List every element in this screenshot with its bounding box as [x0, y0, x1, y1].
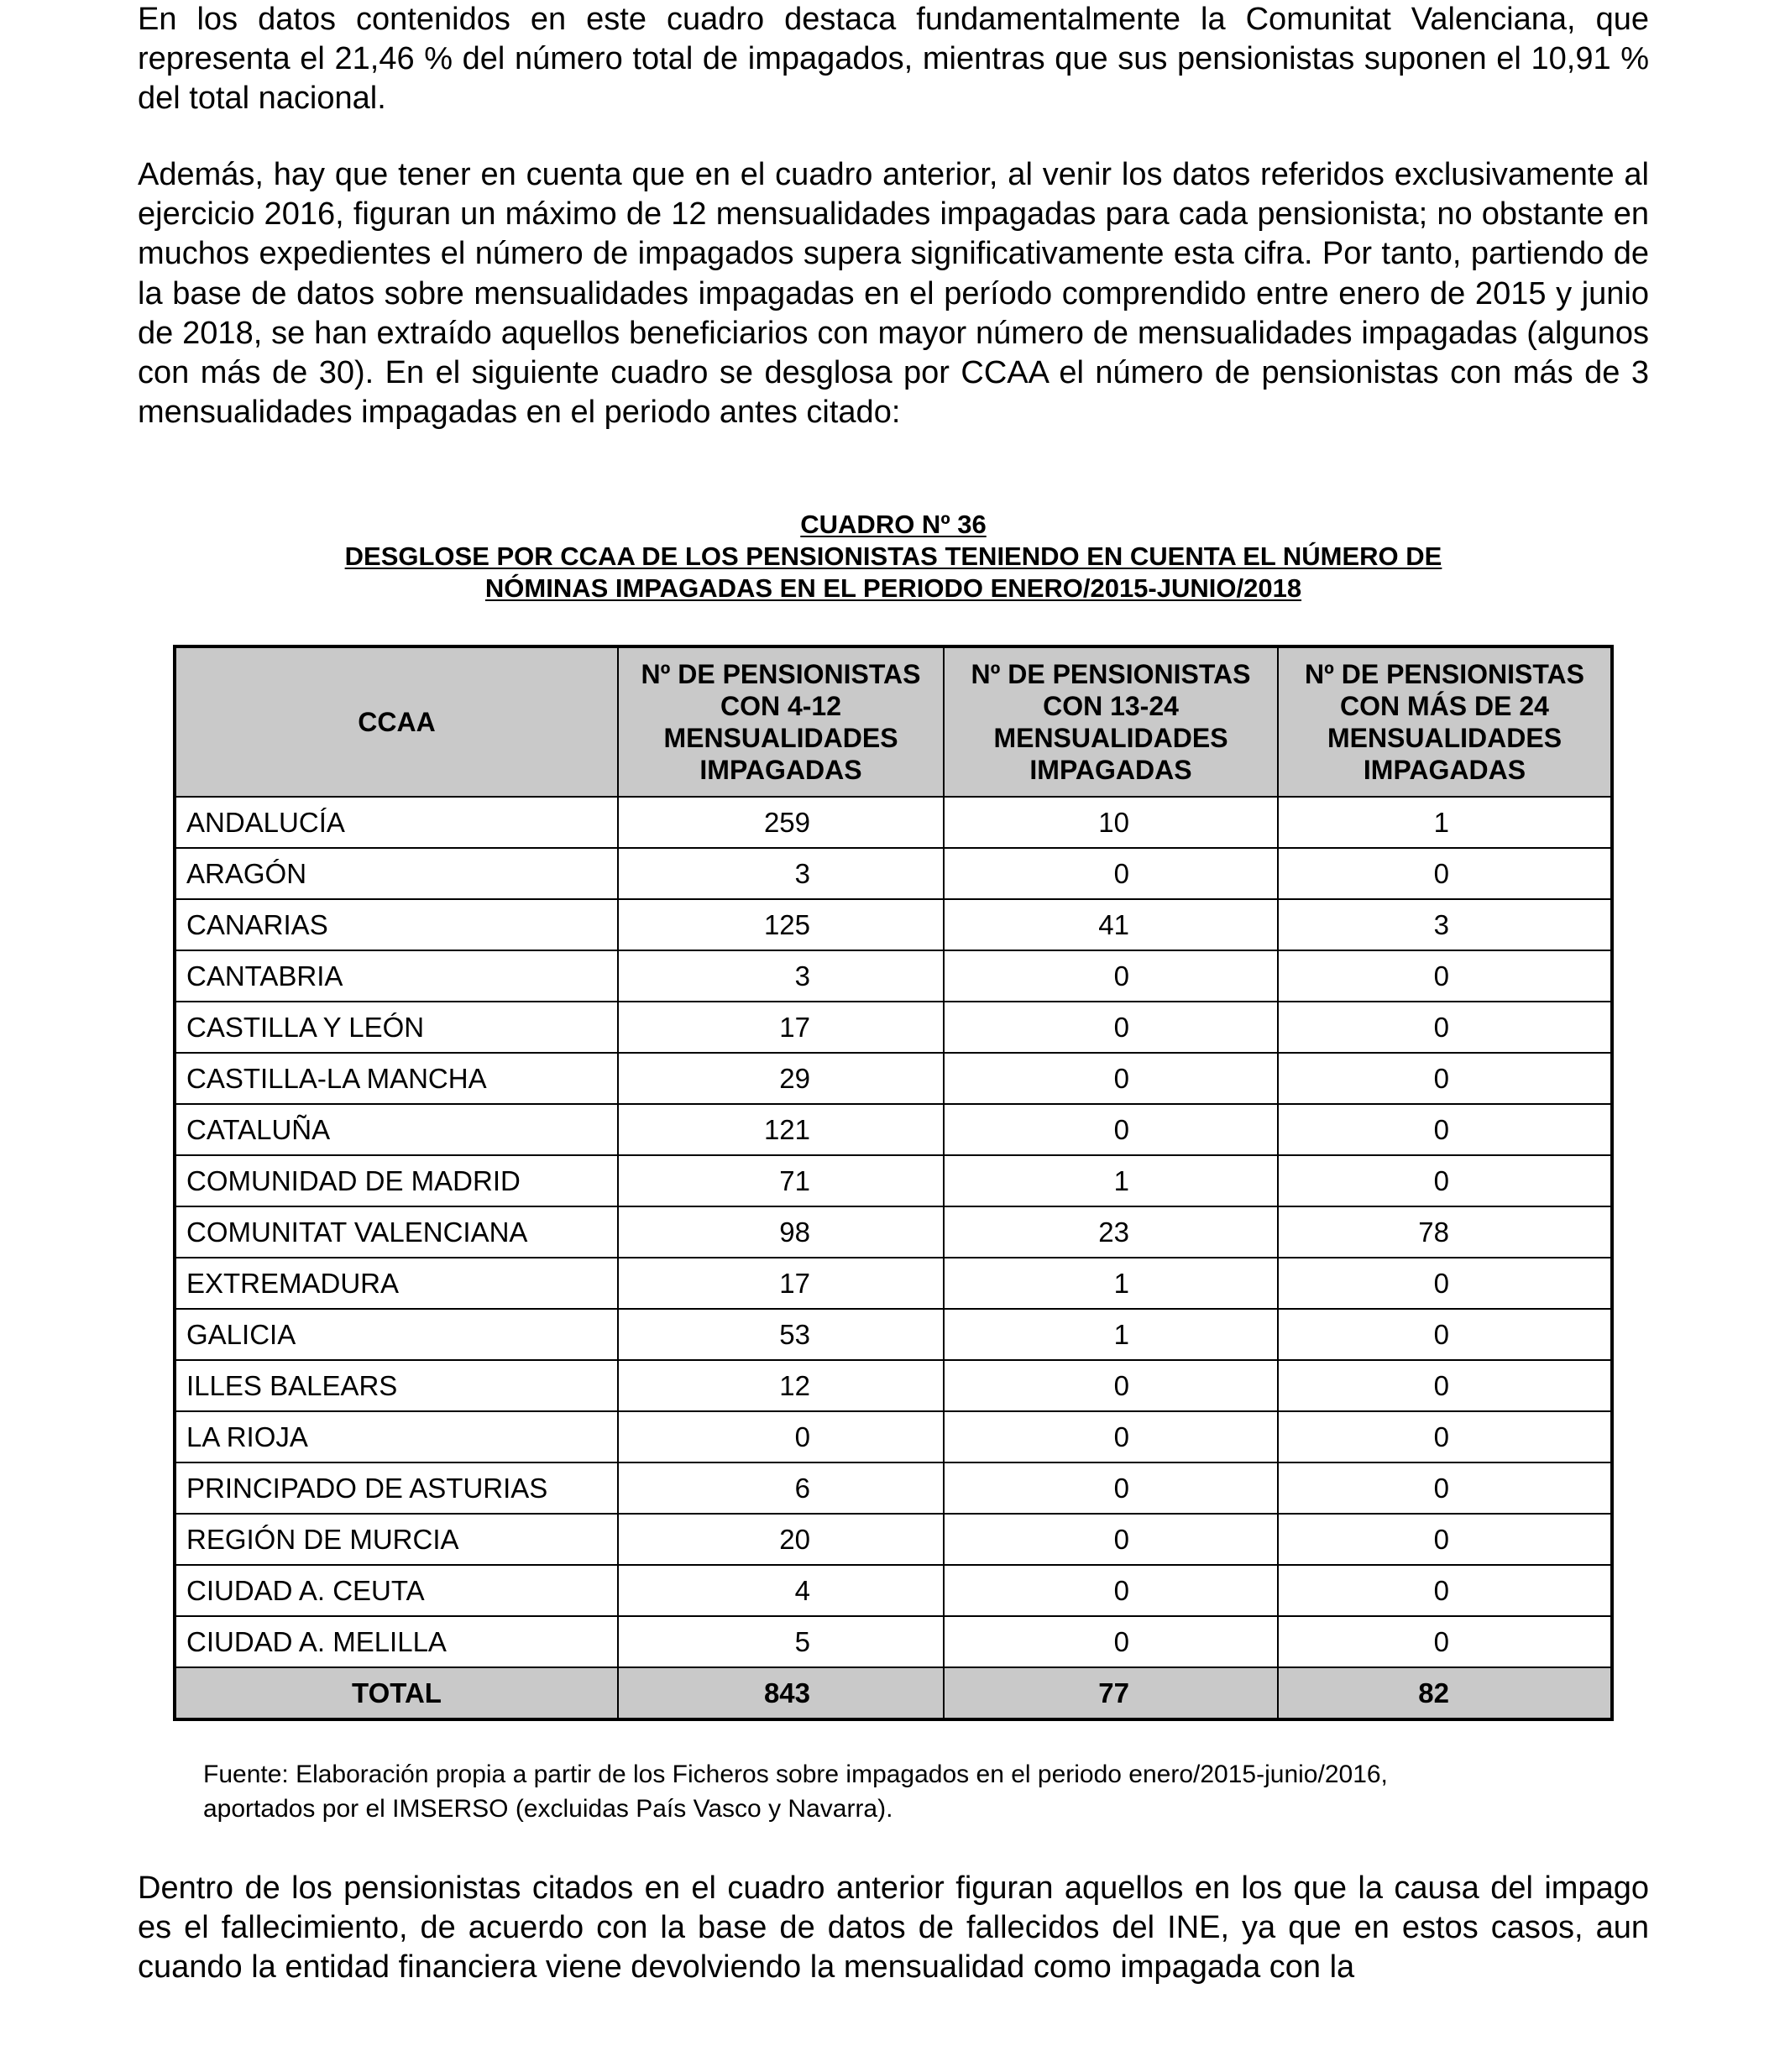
table-title-line-1: DESGLOSE POR CCAA DE LOS PENSIONISTAS TENIENDO EN CUENTA EL NÚMERO DE	[344, 542, 1442, 571]
table-source-note	[203, 1757, 1614, 1826]
table-row: ILLES BALEARS 12 0 0	[175, 1360, 1612, 1411]
header-4-12: Nº DE PENSIONISTAS CON 4-12 MENSUALIDADES IMPAGADAS	[618, 646, 944, 797]
table-row: COMUNITAT VALENCIANA 98 23 78	[175, 1206, 1612, 1258]
table-row: ANDALUCÍA 259 10 1	[175, 797, 1612, 848]
pensioners-table	[173, 645, 1614, 1721]
table-row: CIUDAD A. MELILLA 5 0 0	[175, 1616, 1612, 1667]
paragraph-context: Además, hay que tener en cuenta que en el cuadro anterior, al venir los datos referidos exclusivamente al ejercicio 2016, figuran un máximo de 12 mensualidades impagadas para cada pensionista; no obstante en muchos expedientes el número de impagados supera significativamente esta cifra. Por tanto, partiendo de la base de datos sobre mensualidades impagadas en el período comprendido entre enero de 2015 y junio de 2018, se han extraído aquellos beneficiarios con mayor número de mensualidades impagadas (algunos con más de 30). En el siguiente cuadro se desglosa por CCAA el número de pensionistas con más de 3 mensualidades impagadas en el periodo antes citado:	[138, 157, 1649, 431]
header-ccaa: CCAA	[175, 646, 618, 797]
table-row: REGIÓN DE MURCIA 20 0 0	[175, 1514, 1612, 1565]
table-row: CANARIAS 125 41 3	[175, 899, 1612, 950]
table-row: CATALUÑA 121 0 0	[175, 1104, 1612, 1155]
paragraph-intro: En los datos contenidos en este cuadro destaca fundamentalmente la Comunitat Valenciana, que representa el 21,46 % del número total de impagados, mientras que sus pensionistas suponen el 10,91 % del total nacional.	[138, 2, 1649, 117]
table-row: CANTABRIA 3 0 0	[175, 950, 1612, 1002]
table-title-line-2: NÓMINAS IMPAGADAS EN EL PERIODO ENERO/2015-JUNIO/2018	[484, 573, 1302, 603]
table-row: LA RIOJA 0 0 0	[175, 1411, 1612, 1462]
table-row: COMUNIDAD DE MADRID 71 1 0	[175, 1155, 1612, 1206]
table-header-row	[175, 646, 1612, 797]
table-row: CASTILLA Y LEÓN 17 0 0	[175, 1002, 1612, 1053]
header-more-24: Nº DE PENSIONISTAS CON MÁS DE 24 MENSUALIDADES IMPAGADAS	[1278, 646, 1612, 797]
table-row: GALICIA 53 1 0	[175, 1309, 1612, 1360]
header-13-24: Nº DE PENSIONISTAS CON 13-24 MENSUALIDADES IMPAGADAS	[944, 646, 1278, 797]
table-row: PRINCIPADO DE ASTURIAS 6 0 0	[175, 1462, 1612, 1514]
source-line-1: Fuente: Elaboración propia a partir de los Ficheros sobre impagados en el periodo enero/2015-junio/2016,	[203, 1761, 1388, 1788]
table-row: CIUDAD A. CEUTA 4 0 0	[175, 1565, 1612, 1616]
table-row: ARAGÓN 3 0 0	[175, 848, 1612, 899]
paragraph-followup: Dentro de los pensionistas citados en el cuadro anterior figuran aquellos en los que la causa del impago es el fallecimiento, de acuerdo con la base de datos de fallecidos del INE, ya que en estos casos, aun cuando la entidad financiera viene devolviendo la mensualidad como impagada con la	[138, 1871, 1649, 1986]
table-row: CASTILLA-LA MANCHA 29 0 0	[175, 1053, 1612, 1104]
source-line-2: aportados por el IMSERSO (excluidas País Vasco y Navarra).	[203, 1795, 893, 1823]
table-number: CUADRO Nº 36	[800, 510, 987, 539]
table-caption	[138, 509, 1649, 604]
table-total-row: TOTAL 843 77 82	[175, 1667, 1612, 1719]
table-row: EXTREMADURA 17 1 0	[175, 1258, 1612, 1309]
